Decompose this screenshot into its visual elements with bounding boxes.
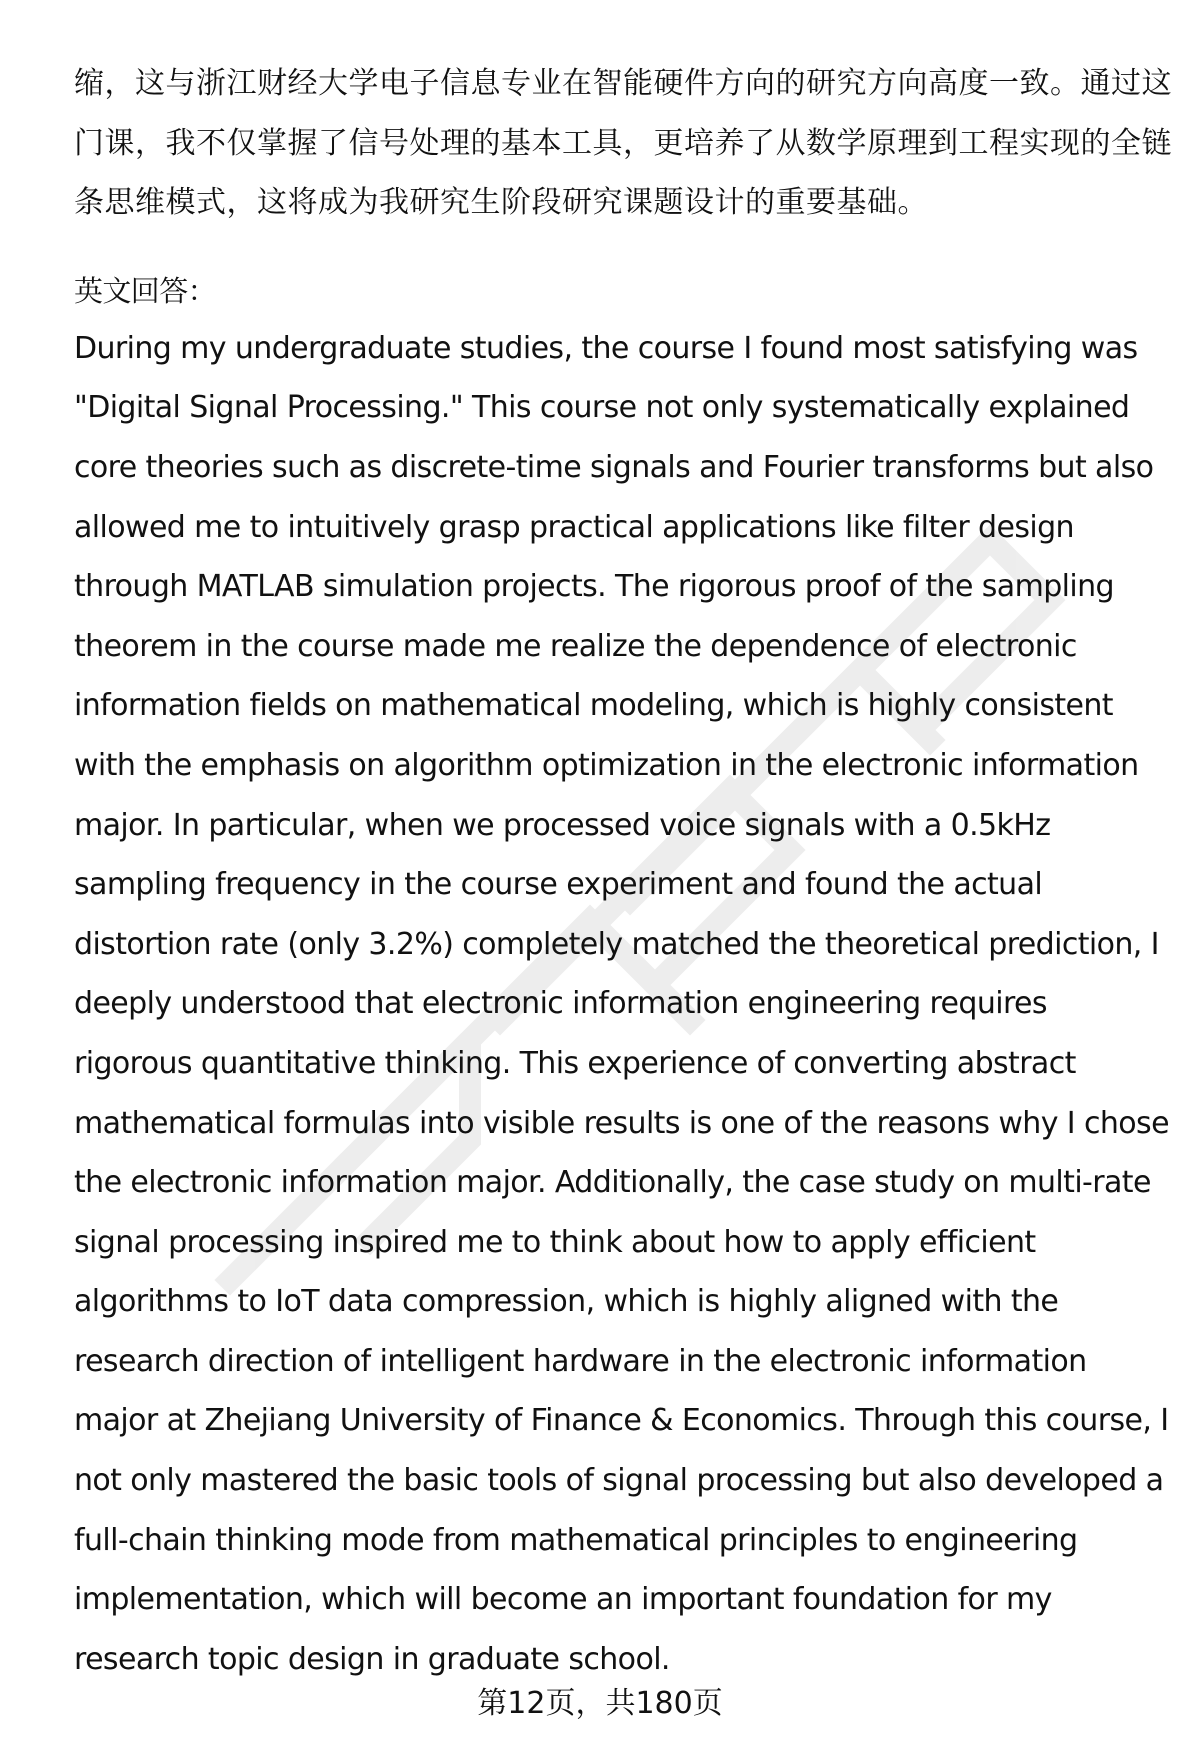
text-line: the electronic information major. Additionally, the case study on multi-rate [74,1165,1151,1201]
text-line: theorem in the course made me realize the dependence of electronic [74,628,1077,664]
text-line: not only mastered the basic tools of signal processing but also developed a [74,1463,1164,1499]
text-line: 门课，我不仅掌握了信号处理的基本工具，更培养了从数学原理到工程实现的全链 [74,125,1172,161]
text-line: 条思维模式，这将成为我研究生阶段研究课题设计的重要基础。 [74,185,928,221]
text-line: major. In particular, when we processed voice signals with a 0.5kHz [74,807,1051,843]
text-line: research direction of intelligent hardware in the electronic information [74,1343,1087,1379]
text-line: "Digital Signal Processing." This course not only systematically explained [74,390,1130,426]
text-line: information fields on mathematical modeling, which is highly consistent [74,688,1113,724]
text-line: research topic design in graduate school. [74,1641,670,1677]
document-body [74,54,1172,1689]
text-line: mathematical formulas into visible results is one of the reasons why I chose [74,1105,1169,1141]
text-line: signal processing inspired me to think about how to apply efficient [74,1224,1036,1260]
text-line: distortion rate (only 3.2%) completely matched the theoretical prediction, I [74,926,1159,962]
page-number-footer: 第12页，共180页 [477,1686,723,1721]
text-line: During my undergraduate studies, the course I found most satisfying was [74,330,1138,366]
text-line: deeply understood that electronic information engineering requires [74,986,1047,1022]
text-line: allowed me to intuitively grasp practical applications like filter design [74,509,1074,545]
english-answer-label: 英文回答： [74,273,217,308]
text-line: major at Zhejiang University of Finance & Economics. Through this course, I [74,1403,1169,1439]
text-line: with the emphasis on algorithm optimization in the electronic information [74,747,1139,783]
text-line: algorithms to IoT data compression, which is highly aligned with the [74,1284,1059,1320]
chinese-answer-continuation [74,54,1172,233]
text-line: core theories such as discrete-time signals and Fourier transforms but also [74,449,1154,485]
text-line: rigorous quantitative thinking. This experience of converting abstract [74,1045,1076,1081]
text-line: 缩，这与浙江财经大学电子信息专业在智能硬件方向的研究方向高度一致。通过这 [74,66,1172,101]
text-line: implementation, which will become an important foundation for my [74,1582,1052,1618]
text-line: sampling frequency in the course experiment and found the actual [74,867,1043,903]
text-line: through MATLAB simulation projects. The rigorous proof of the sampling [74,569,1114,605]
english-answer-paragraph [74,319,1169,1690]
text-line: full-chain thinking mode from mathematical principles to engineering [74,1522,1078,1558]
